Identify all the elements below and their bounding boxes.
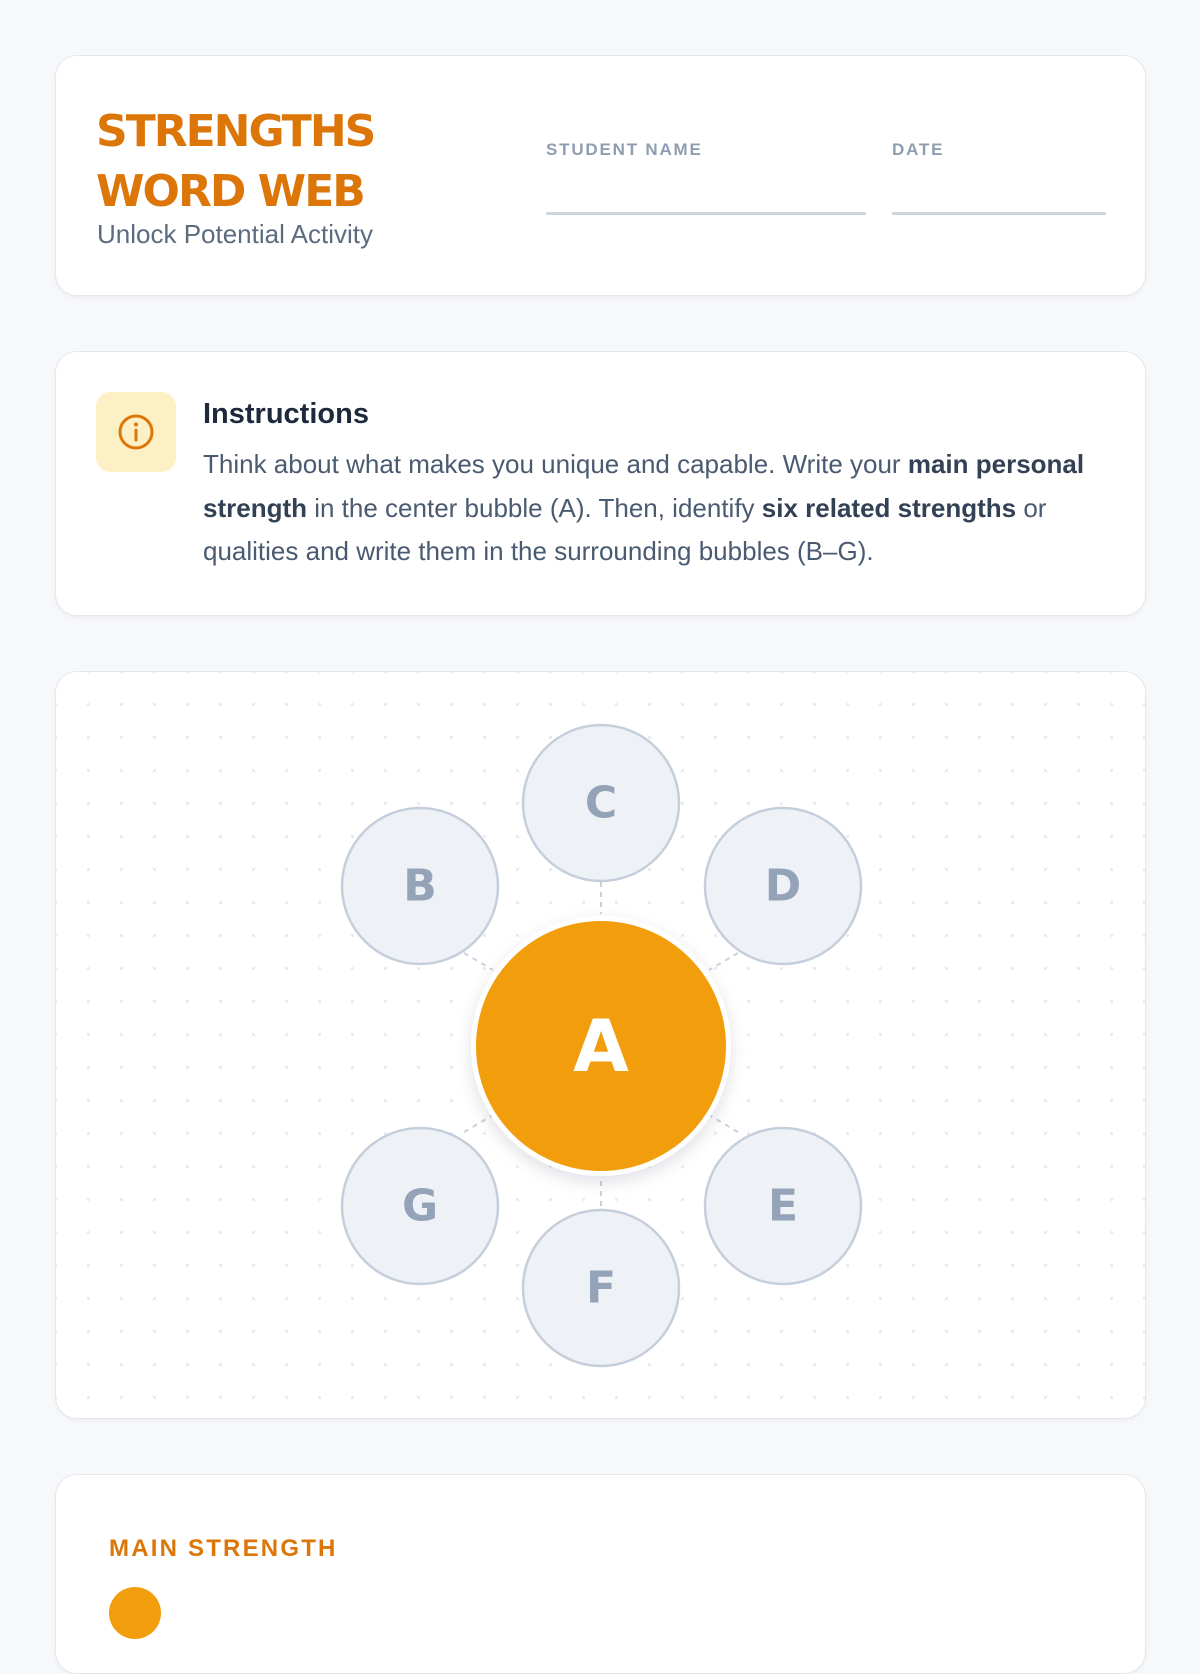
word-web-diagram: [56, 672, 1147, 1420]
bubble-label-c: C: [584, 777, 618, 829]
title-line-1: STRENGTHS: [96, 106, 375, 157]
main-strength-label: MAIN STRENGTH: [109, 1535, 338, 1562]
instructions-emphasis: main personal strength: [203, 449, 1085, 523]
date-field[interactable]: [892, 212, 1106, 215]
bubble-a-center[interactable]: [471, 916, 731, 1176]
bubble-label-d: D: [764, 860, 802, 912]
info-circle-icon: [116, 412, 156, 452]
bubble-label-g: G: [401, 1180, 439, 1232]
bubble-b[interactable]: [342, 808, 498, 964]
bubble-f[interactable]: [523, 1210, 679, 1366]
instructions-emphasis: six related strengths: [761, 492, 1017, 523]
connector-line-d: [709, 953, 738, 970]
main-strength-marker: [109, 1587, 161, 1639]
date-label: DATE: [892, 140, 945, 159]
instructions-card: [55, 351, 1146, 616]
connector-line-e: [709, 1115, 738, 1132]
bubble-label-f: F: [585, 1262, 617, 1314]
worksheet-subtitle: Unlock Potential Activity: [97, 219, 374, 249]
bubble-d[interactable]: [705, 808, 861, 964]
word-web-card: [55, 671, 1146, 1419]
bubble-label-e: E: [767, 1180, 799, 1232]
instructions-text-part: Think about what makes you unique and capable. Write your: [203, 449, 908, 479]
connector-line-b: [464, 953, 493, 970]
instructions-text-part: in the center bubble (A). Then, identify: [307, 492, 762, 523]
bubble-label-a: A: [573, 1004, 629, 1088]
info-badge: [96, 392, 176, 472]
bubble-e[interactable]: [705, 1128, 861, 1284]
worksheet-title: [96, 102, 436, 222]
bubble-c[interactable]: [523, 725, 679, 881]
bubble-label-b: B: [403, 860, 437, 912]
instructions-text: [203, 443, 1113, 574]
main-strength-card: [55, 1474, 1146, 1674]
title-line-2: WORD WEB: [96, 166, 364, 217]
bubble-g[interactable]: [342, 1128, 498, 1284]
connector-line-g: [464, 1115, 493, 1132]
header-card: [55, 55, 1146, 296]
student-name-field[interactable]: [546, 212, 866, 215]
student-name-label: STUDENT NAME: [546, 140, 703, 159]
instructions-text-part: or qualities and write them in the surrounding bubbles (B–G).: [203, 492, 1047, 566]
instructions-title: Instructions: [203, 398, 369, 430]
